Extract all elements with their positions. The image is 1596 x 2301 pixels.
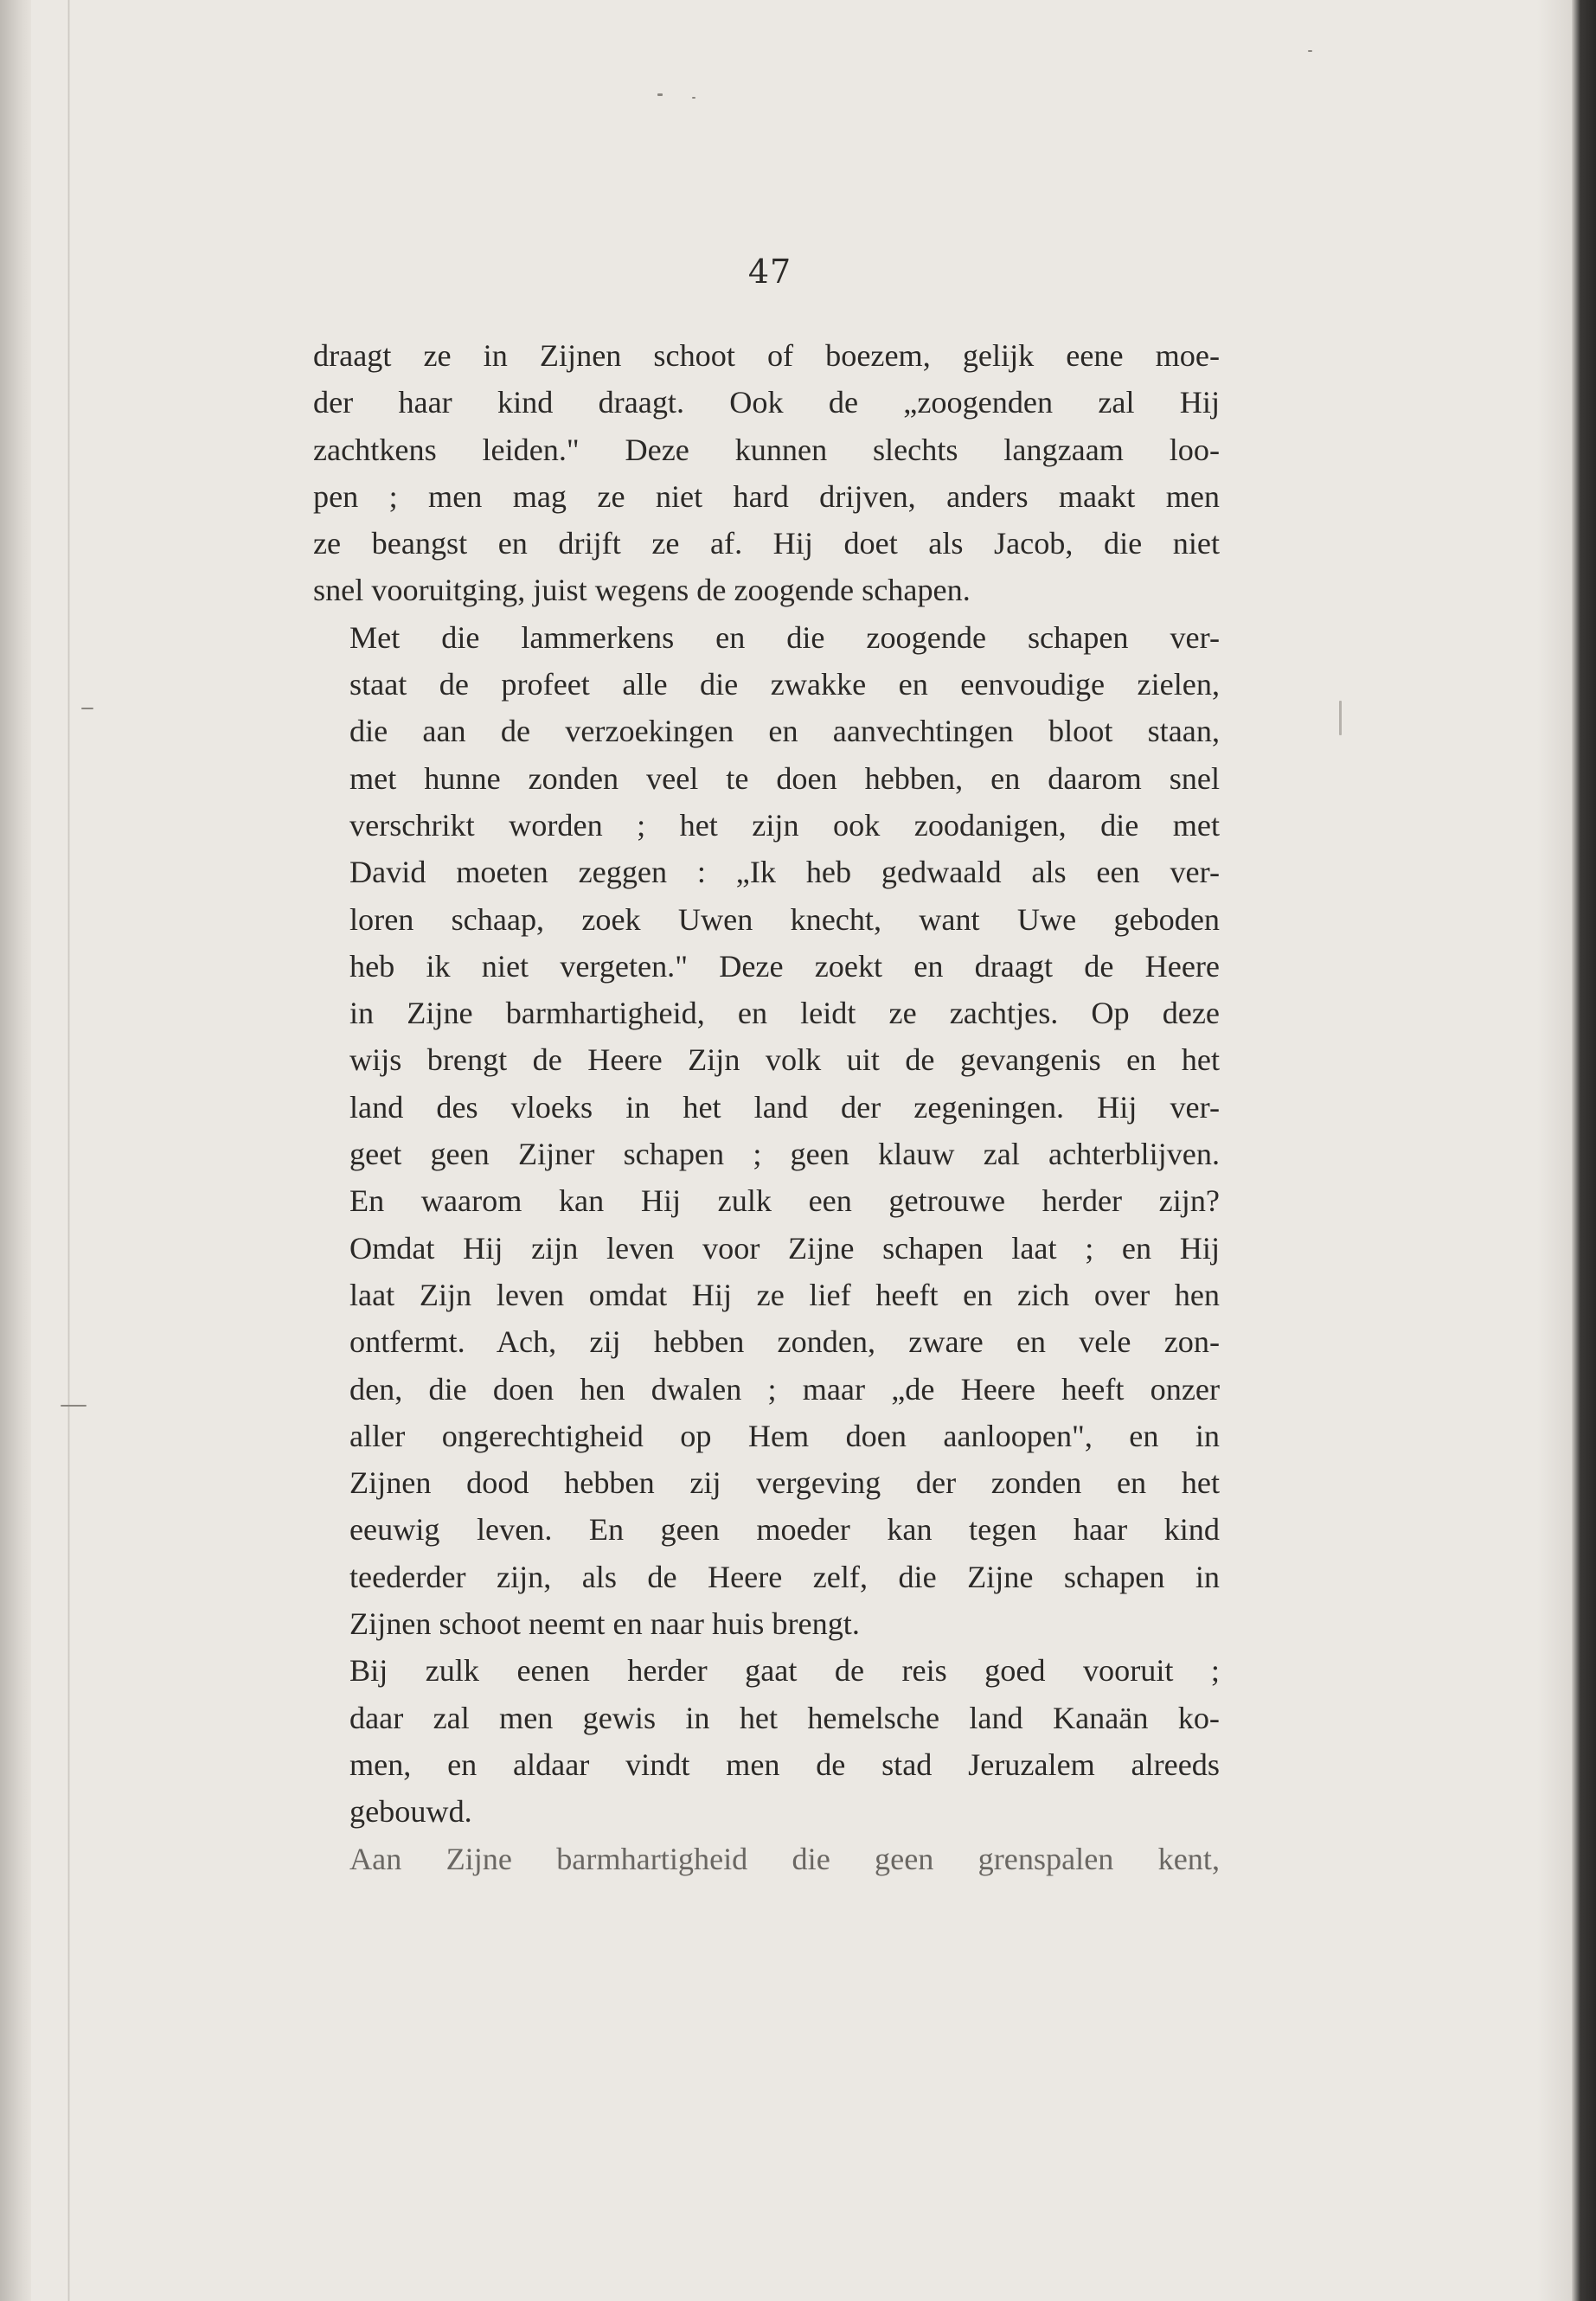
scan-speck xyxy=(81,708,93,709)
scan-speck xyxy=(692,97,695,99)
text-line: eeuwig leven. En geen moeder kan tegen haar kind xyxy=(349,1512,1220,1548)
body-text xyxy=(313,332,1220,1882)
scan-speck xyxy=(1339,701,1342,735)
paragraph-4 xyxy=(313,1647,1220,1835)
page-edge-dark xyxy=(1572,0,1596,2301)
text-line: Met die lammerkens en die zoogende schapen ver- xyxy=(349,619,1220,655)
text-line: wijs brengt de Heere Zijn volk uit de gevangenis en het xyxy=(349,1042,1220,1078)
text-line: staat de profeet alle die zwakke en eenvoudige zielen, xyxy=(349,667,1220,702)
paragraph-1 xyxy=(313,332,1220,614)
text-line: draagt ze in Zijnen schoot of boezem, gelijk eene moe- xyxy=(313,338,1220,373)
text-line: laat Zijn leven omdat Hij ze lief heeft en zich over hen xyxy=(349,1277,1220,1312)
page-number: 47 xyxy=(747,253,792,291)
text-line: den, die doen hen dwalen ; maar „de Heere heeft onzer xyxy=(349,1371,1220,1407)
page-edge-shading xyxy=(1537,0,1572,2301)
binding-shadow xyxy=(0,0,31,2301)
scan-speck xyxy=(61,1405,87,1407)
text-line: loren schaap, zoek Uwen knecht, want Uwe geboden xyxy=(349,901,1220,937)
text-line: ontfermt. Ach, zij hebben zonden, zware en vele zon- xyxy=(349,1324,1220,1360)
text-line: heb ik niet vergeten." Deze zoekt en draagt de Heere xyxy=(349,948,1220,984)
text-line: Bij zulk eenen herder gaat de reis goed vooruit ; xyxy=(349,1653,1220,1689)
text-line: met hunne zonden veel te doen hebben, en daarom snel xyxy=(349,760,1220,796)
page-fold-line xyxy=(67,0,70,2301)
text-line: gebouwd. xyxy=(349,1794,472,1830)
scan-speck xyxy=(1308,50,1312,52)
text-line: Zijnen dood hebben zij vergeving der zonden en het xyxy=(349,1465,1220,1501)
paragraph-5 xyxy=(313,1836,1220,1882)
text-line: zachtkens leiden." Deze kunnen slechts langzaam loo- xyxy=(313,432,1220,467)
text-line: ze beangst en drijft ze af. Hij doet als Jacob, die niet xyxy=(313,526,1220,561)
text-line: aller ongerechtigheid op Hem doen aanloopen", en in xyxy=(349,1418,1220,1453)
text-line: Zijnen schoot neemt en naar huis brengt. xyxy=(349,1606,860,1642)
text-line: En waarom kan Hij zulk een getrouwe herder zijn? xyxy=(349,1183,1220,1219)
text-line: die aan de verzoekingen en aanvechtingen bloot staan, xyxy=(349,714,1220,749)
scan-speck xyxy=(657,93,663,96)
text-line: land des vloeks in het land der zegeningen. Hij ver- xyxy=(349,1089,1220,1125)
text-line: Omdat Hij zijn leven voor Zijne schapen laat ; en Hij xyxy=(349,1230,1220,1266)
paragraph-3 xyxy=(313,1177,1220,1647)
paragraph-2 xyxy=(313,614,1220,1178)
text-line: David moeten zeggen : „Ik heb gedwaald als een ver- xyxy=(349,855,1220,890)
text-line: daar zal men gewis in het hemelsche land Kanaän ko- xyxy=(349,1700,1220,1735)
text-line: Aan Zijne barmhartigheid die geen grenspalen kent, xyxy=(349,1841,1220,1876)
text-line: pen ; men mag ze niet hard drijven, anders maakt men xyxy=(313,478,1220,514)
text-line: verschrikt worden ; het zijn ook zoodanigen, die met xyxy=(349,807,1220,843)
text-line: men, en aldaar vindt men de stad Jeruzalem alreeds xyxy=(349,1747,1220,1782)
text-line: der haar kind draagt. Ook de „zoogenden zal Hij xyxy=(313,385,1220,420)
text-line: geet geen Zijner schapen ; geen klauw zal achterblijven. xyxy=(349,1137,1220,1172)
text-line: teederder zijn, als de Heere zelf, die Zijne schapen in xyxy=(349,1559,1220,1594)
text-line: snel vooruitging, juist wegens de zoogende schapen. xyxy=(313,573,971,608)
text-line: in Zijne barmhartigheid, en leidt ze zachtjes. Op deze xyxy=(349,996,1220,1031)
